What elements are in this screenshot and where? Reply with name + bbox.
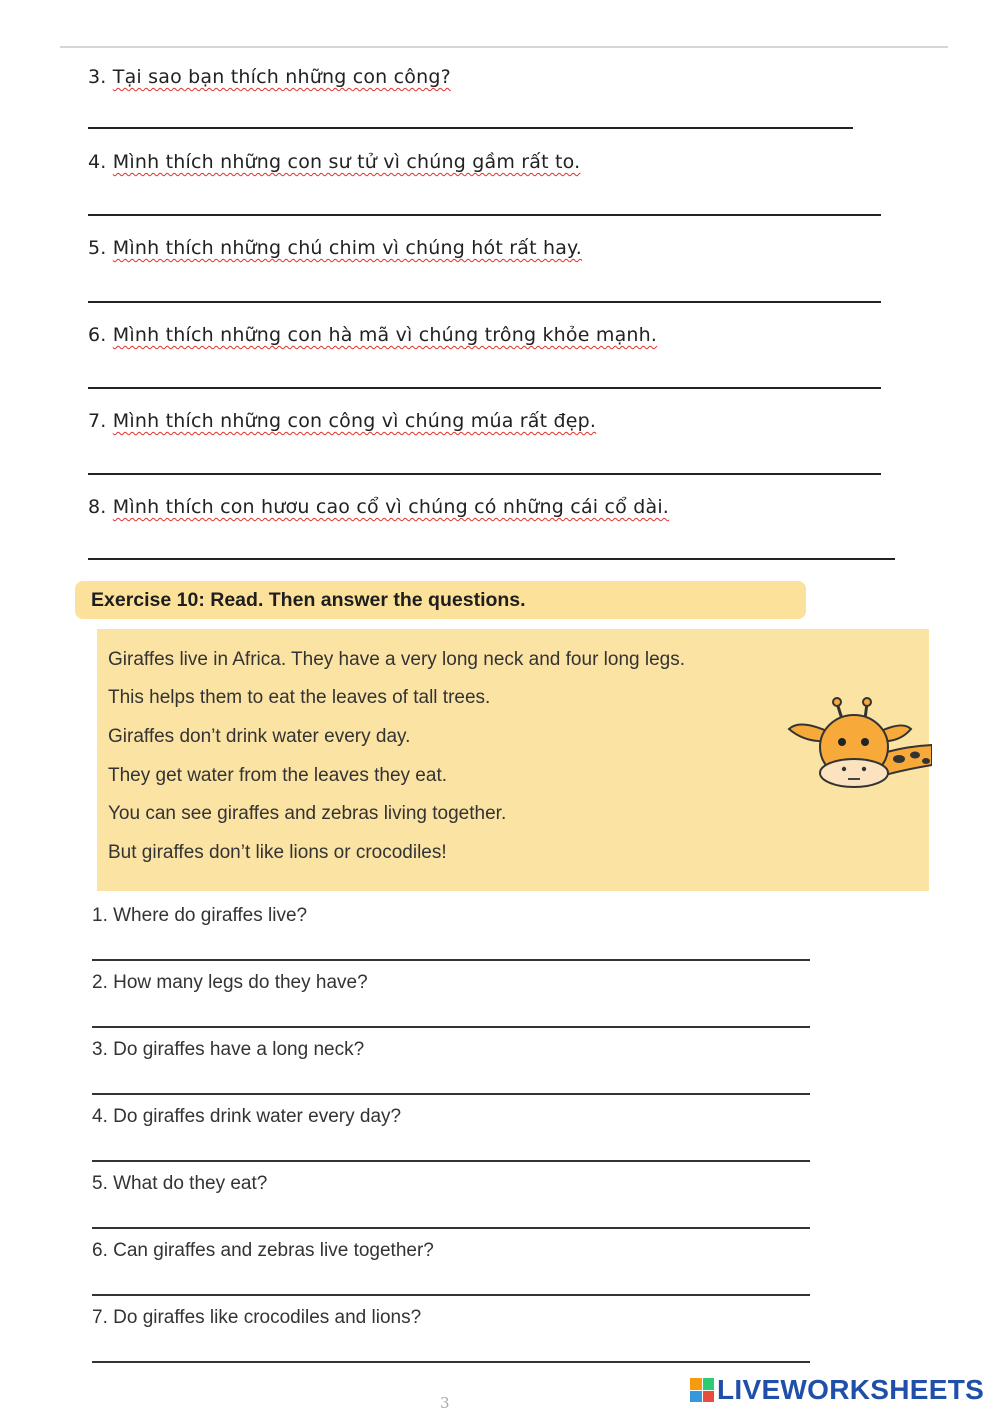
vn-question-5: 5. Mình thích những chú chim vì chúng hót rất hay. [88, 237, 583, 259]
question: 4. Do giraffes drink water every day? [92, 1106, 402, 1127]
brand-logo[interactable] [690, 1374, 984, 1406]
exercise-title: Exercise 10: Read. Then answer the questions. [75, 581, 806, 619]
top-divider [60, 46, 948, 48]
answer-line[interactable] [88, 387, 881, 389]
passage-line: They get water from the leaves they eat. [108, 765, 448, 786]
question: 5. What do they eat? [92, 1173, 268, 1194]
passage-line: But giraffes don’t like lions or crocodiles! [108, 842, 447, 863]
vn-question-4: 4. Mình thích những con sư tử vì chúng gầm rất to. [88, 151, 581, 173]
answer-line[interactable] [88, 214, 881, 216]
answer-line[interactable] [92, 1227, 810, 1229]
passage-line: Giraffes live in Africa. They have a very long neck and four long legs. [108, 649, 686, 670]
answer-line[interactable] [88, 558, 895, 560]
question: 7. Do giraffes like crocodiles and lions? [92, 1307, 422, 1328]
question: 1. Where do giraffes live? [92, 905, 308, 926]
vn-question-8: 8. Mình thích con hươu cao cổ vì chúng có những cái cổ dài. [88, 496, 670, 518]
answer-line[interactable] [92, 959, 810, 961]
question: 2. How many legs do they have? [92, 972, 368, 993]
question: 6. Can giraffes and zebras live together? [92, 1240, 434, 1261]
answer-line[interactable] [92, 1026, 810, 1028]
answer-line[interactable] [88, 127, 853, 129]
giraffe-icon [787, 697, 932, 797]
brand-name: LIVEWORKSHEETS [717, 1374, 985, 1405]
answer-line[interactable] [92, 1093, 810, 1095]
answer-line[interactable] [92, 1361, 810, 1363]
answer-line[interactable] [88, 301, 881, 303]
answer-line[interactable] [92, 1294, 810, 1296]
brand-logo-icon [690, 1378, 714, 1402]
reading-passage [97, 629, 929, 891]
answer-line[interactable] [88, 473, 881, 475]
vn-question-3: 3. Tại sao bạn thích những con công? [88, 66, 451, 88]
passage-line: Giraffes don’t drink water every day. [108, 726, 411, 747]
answer-line[interactable] [92, 1160, 810, 1162]
vn-question-7: 7. Mình thích những con công vì chúng múa rất đẹp. [88, 410, 597, 432]
question: 3. Do giraffes have a long neck? [92, 1039, 365, 1060]
page-number: 3 [440, 1394, 450, 1412]
passage-line: You can see giraffes and zebras living together. [108, 803, 507, 824]
vn-question-6: 6. Mình thích những con hà mã vì chúng trông khỏe mạnh. [88, 324, 658, 346]
passage-line: This helps them to eat the leaves of tall trees. [108, 687, 491, 708]
